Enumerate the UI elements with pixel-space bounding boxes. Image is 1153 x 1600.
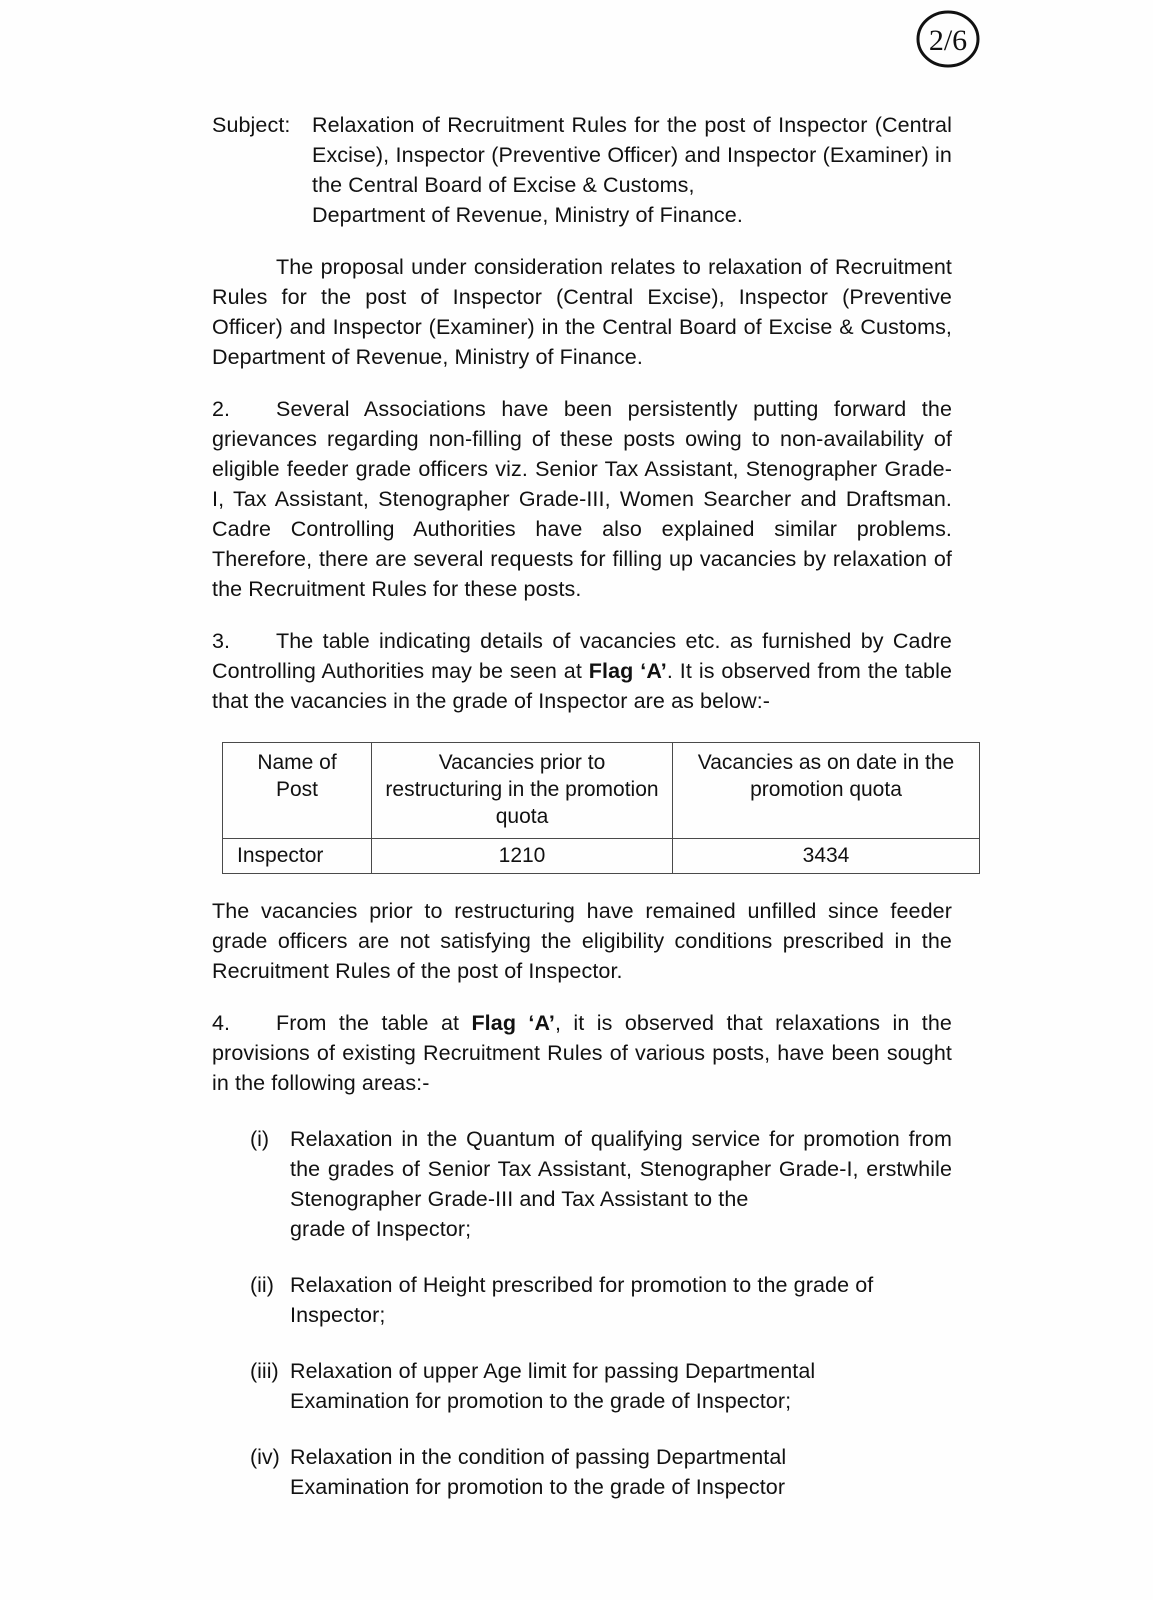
paragraph-2-text: Several Associations have been persistently putting forward the grievances regarding non-filling of these posts owing to non-availability of eligible feeder grade officers viz. Senior Tax Assistant, Stenographer Grade-I, Tax Assistant, Stenographer Grade-III, Women Searcher and Draftsman. Cadre Controlling Authorities have also explained similar problems. Therefore, there are several requests for filling up vacancies by relaxation of the Recruitment Rules for these posts.: [212, 397, 952, 601]
table-cell-vacancies-prior: 1210: [372, 839, 673, 874]
paragraph-intro: The proposal under consideration relates to relaxation of Recruitment Rules for the post of Inspector (Central Excise), Inspector (Preventive Officer) and Inspector (Examiner) in the Central Board of Excise & Customs, Department of Revenue, Ministry of Finance.: [212, 255, 952, 369]
list-item-last-line: Examination for promotion to the grade of Inspector: [290, 1475, 786, 1499]
list-item-marker: (iii): [250, 1359, 279, 1383]
paragraph-2-number: 2.: [212, 397, 231, 421]
list-item-last-line: grade of Inspector;: [290, 1217, 472, 1241]
table-row: [223, 839, 980, 874]
vacancy-table: [222, 742, 980, 874]
paragraph-3-text-before-flag: The table indicating details of vacancies etc. as furnished by Cadre Controlling Authorities may be seen at: [212, 629, 952, 683]
paragraph-3-number: 3.: [212, 629, 231, 653]
subject-last-line: Department of Revenue, Ministry of Finance.: [312, 203, 743, 227]
paragraph-4-number: 4.: [212, 1011, 231, 1035]
list-item-text: [290, 1442, 952, 1502]
list-item-text: [290, 1270, 952, 1330]
vacancy-table-wrapper: [222, 742, 955, 874]
list-item-text: [290, 1124, 952, 1244]
header-line-2: Post: [275, 778, 319, 801]
paragraph-4-text-before-flag: From the table at: [276, 1011, 472, 1035]
table-header-row: [223, 743, 980, 839]
list-item: [212, 1270, 952, 1330]
flag-a-reference-2: Flag ‘A’: [471, 1011, 555, 1035]
relaxation-areas-list: [212, 1124, 952, 1502]
subject-body: Relaxation of Recruitment Rules for the post of Inspector (Central Excise), Inspector (Preventive Officer) and Inspector (Examiner) in the Central Board of Excise & Customs,: [312, 113, 952, 197]
paragraph-3-text-after-flag: . It is observed from the table that the vacancies in the grade of Inspector are as below:-: [212, 659, 952, 713]
paragraph-4: [212, 1008, 952, 1098]
list-item-text: [290, 1356, 952, 1416]
list-item-last-line: Examination for promotion to the grade of Inspector;: [290, 1389, 792, 1413]
list-item-body: Relaxation of Height prescribed for promotion to the grade of: [290, 1273, 874, 1297]
table-cell-post: Inspector: [223, 839, 372, 874]
list-item-marker: (iv): [250, 1445, 280, 1469]
table-cell-vacancies-current: 3434: [673, 839, 980, 874]
paragraph-3: [212, 626, 952, 716]
document-body: [212, 110, 955, 1502]
list-item-body: Relaxation of upper Age limit for passing Departmental: [290, 1359, 816, 1383]
subject-label: Subject:: [212, 113, 291, 137]
list-item-marker: (ii): [250, 1273, 274, 1297]
list-item: [212, 1442, 952, 1502]
list-item-last-line: Inspector;: [290, 1303, 386, 1327]
paragraph-4-text-after-flag: , it is observed that relaxations in the provisions of existing Recruitment Rules of various posts, have been sought in the following areas:-: [212, 1011, 952, 1095]
list-item-body: Relaxation in the condition of passing Departmental: [290, 1445, 787, 1469]
table-header-name-of-post: [223, 743, 372, 839]
table-header-vacancies-current: Vacancies as on date in the promotion quota: [673, 743, 980, 839]
table-header-vacancies-prior: Vacancies prior to restructuring in the promotion quota: [372, 743, 673, 839]
handwritten-page-number: [912, 8, 984, 70]
list-item: [212, 1124, 952, 1244]
header-line-1: Name of: [257, 751, 337, 774]
list-item-body: Relaxation in the Quantum of qualifying service for promotion from the grades of Senior Tax Assistant, Stenographer Grade-I, erstwhile Stenographer Grade-III and Tax Assistant to the: [290, 1127, 952, 1211]
paragraph-after-table: The vacancies prior to restructuring have remained unfilled since feeder grade officers are not satisfying the eligibility conditions prescribed in the Recruitment Rules of the post of Inspector.: [212, 899, 952, 983]
list-item: [212, 1356, 952, 1416]
list-item-marker: (i): [250, 1127, 270, 1151]
flag-a-reference-1: Flag ‘A’: [588, 659, 667, 683]
subject-text: [312, 110, 952, 230]
page-number-text: 2/6: [928, 24, 968, 57]
subject-block: [212, 110, 952, 230]
paragraph-2: [212, 394, 952, 604]
